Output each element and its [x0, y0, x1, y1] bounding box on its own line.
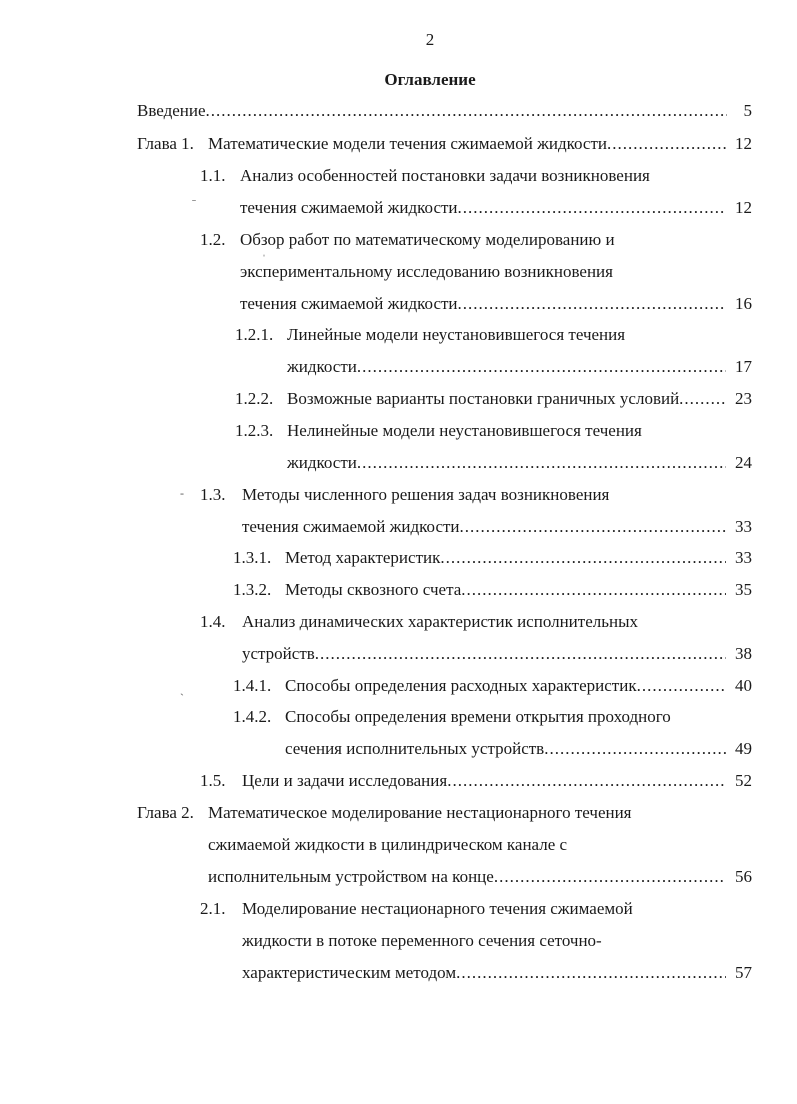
toc-entry-text-line: Способы определения времени открытия проходного	[285, 707, 671, 726]
toc-entry-page: 52	[735, 771, 752, 790]
toc-entry-text-line: Нелинейные модели неустановившегося течения	[287, 421, 642, 440]
toc-entry-page: 49	[735, 739, 752, 758]
toc-entry-text: устройств	[242, 644, 315, 663]
toc-entry-page: 17	[735, 357, 752, 376]
toc-entry-page: 40	[735, 676, 752, 695]
toc-entry-page: 23	[735, 389, 752, 408]
toc-entry-1-2-3[interactable]	[287, 452, 726, 474]
toc-entry-1-3-2[interactable]	[285, 579, 726, 601]
toc-entry-number: 1.3.	[200, 485, 226, 504]
toc-entry-number: 1.2.	[200, 230, 226, 249]
toc-entry-text: Способы определения расходных характеристик	[285, 676, 637, 695]
toc-entry-text-line: экспериментальному исследованию возникновения	[240, 262, 613, 281]
toc-entry-page: 12	[735, 198, 752, 217]
page-number: 2	[425, 30, 435, 49]
toc-entry-text: Возможные варианты постановки граничных условий	[287, 389, 680, 408]
toc-entry-number: 1.1.	[200, 166, 226, 185]
toc-entry-number: 1.3.1.	[233, 548, 272, 567]
scan-speck: ˉ	[192, 196, 196, 210]
toc-entry-number: 2.1.	[200, 899, 226, 918]
toc-entry-text: сечения исполнительных устройств	[285, 739, 545, 758]
toc-entry-number: 1.3.2.	[233, 580, 272, 599]
toc-entry-text-line: жидкости в потоке переменного сечения сеточно-	[242, 931, 602, 950]
toc-entry-1-2-2[interactable]	[287, 388, 726, 410]
toc-entry-text: Введение	[137, 101, 206, 120]
toc-entry-page: 24	[735, 453, 752, 472]
toc-entry-number: 1.4.	[200, 612, 226, 631]
toc-entry-number: Глава 1.	[137, 134, 194, 153]
scan-speck: ˏ	[180, 682, 184, 696]
toc-entry-text: Метод характеристик	[285, 548, 441, 567]
toc-entry-page: 16	[735, 294, 752, 313]
toc-entry-chapter-2[interactable]	[208, 866, 726, 888]
scan-speck: ˈ	[262, 252, 266, 266]
toc-entry-text: жидкости	[287, 357, 357, 376]
toc-entry-text-line: Математическое моделирование нестационарного течения	[208, 803, 632, 822]
toc-entry-text: характеристическим методом	[242, 963, 457, 982]
toc-entry-text: течения сжимаемой жидкости	[240, 294, 458, 313]
scan-speck: -	[180, 486, 184, 500]
toc-entry-page: 12	[735, 134, 752, 153]
toc-entry-text: течения сжимаемой жидкости	[240, 198, 458, 217]
toc-entry-page: 35	[735, 580, 752, 599]
toc-entry-text: течения сжимаемой жидкости	[242, 517, 460, 536]
toc-entry-1-4[interactable]	[242, 643, 726, 665]
toc-entry-1-4-1[interactable]	[285, 675, 726, 697]
toc-entry-text-line: Обзор работ по математическому моделированию и	[240, 230, 615, 249]
toc-entry-1-3[interactable]	[242, 516, 726, 538]
toc-entry-1-4-2[interactable]	[285, 738, 726, 760]
page-title: Оглавление	[384, 70, 476, 89]
toc-entry-number: 1.4.1.	[233, 676, 272, 695]
toc-entry-1-2-1[interactable]	[287, 356, 726, 378]
toc-entry-text-line: сжимаемой жидкости в цилиндрическом канале с	[208, 835, 568, 854]
toc-entry-text-line: Методы численного решения задач возникновения	[242, 485, 610, 504]
toc-entry-1-5[interactable]	[242, 770, 726, 792]
toc-entry-text: исполнительным устройством на конце	[208, 867, 494, 886]
toc-entry-chapter-1[interactable]	[208, 133, 726, 155]
toc-entry-number: 1.5.	[200, 771, 226, 790]
toc-entry-text-line: Анализ особенностей постановки задачи возникновения	[240, 166, 650, 185]
toc-entry-text: Методы сквозного счета	[285, 580, 462, 599]
toc-entry-1-3-1[interactable]	[285, 547, 726, 569]
toc-entry-page: 57	[735, 963, 752, 982]
toc-entry-page: 33	[735, 517, 752, 536]
toc-entry-number: 1.2.1.	[235, 325, 274, 344]
toc-entry-page: 38	[735, 644, 752, 663]
toc-entry-page: 33	[735, 548, 752, 567]
toc-entry-text: Цели и задачи исследования	[242, 771, 448, 790]
toc-entry-1-2[interactable]	[240, 293, 726, 315]
toc-entry-2-1[interactable]	[242, 962, 726, 984]
toc-entry-1-1[interactable]	[240, 197, 726, 219]
toc-entry-number: 1.4.2.	[233, 707, 272, 726]
toc-entry-number: 1.2.2.	[235, 389, 274, 408]
toc-entry-number: Глава 2.	[137, 803, 194, 822]
toc-entry-intro[interactable]	[137, 100, 727, 122]
toc-entry-text: жидкости	[287, 453, 357, 472]
toc-entry-number: 1.2.3.	[235, 421, 274, 440]
toc-entry-text: Математические модели течения сжимаемой жидкости	[208, 134, 608, 153]
toc-entry-page: 56	[735, 867, 752, 886]
toc-entry-text-line: Моделирование нестационарного течения сжимаемой	[242, 899, 633, 918]
toc-entry-text-line: Линейные модели неустановившегося течения	[287, 325, 626, 344]
toc-entry-page: 5	[743, 101, 752, 120]
toc-entry-text-line: Анализ динамических характеристик исполнительных	[242, 612, 639, 631]
